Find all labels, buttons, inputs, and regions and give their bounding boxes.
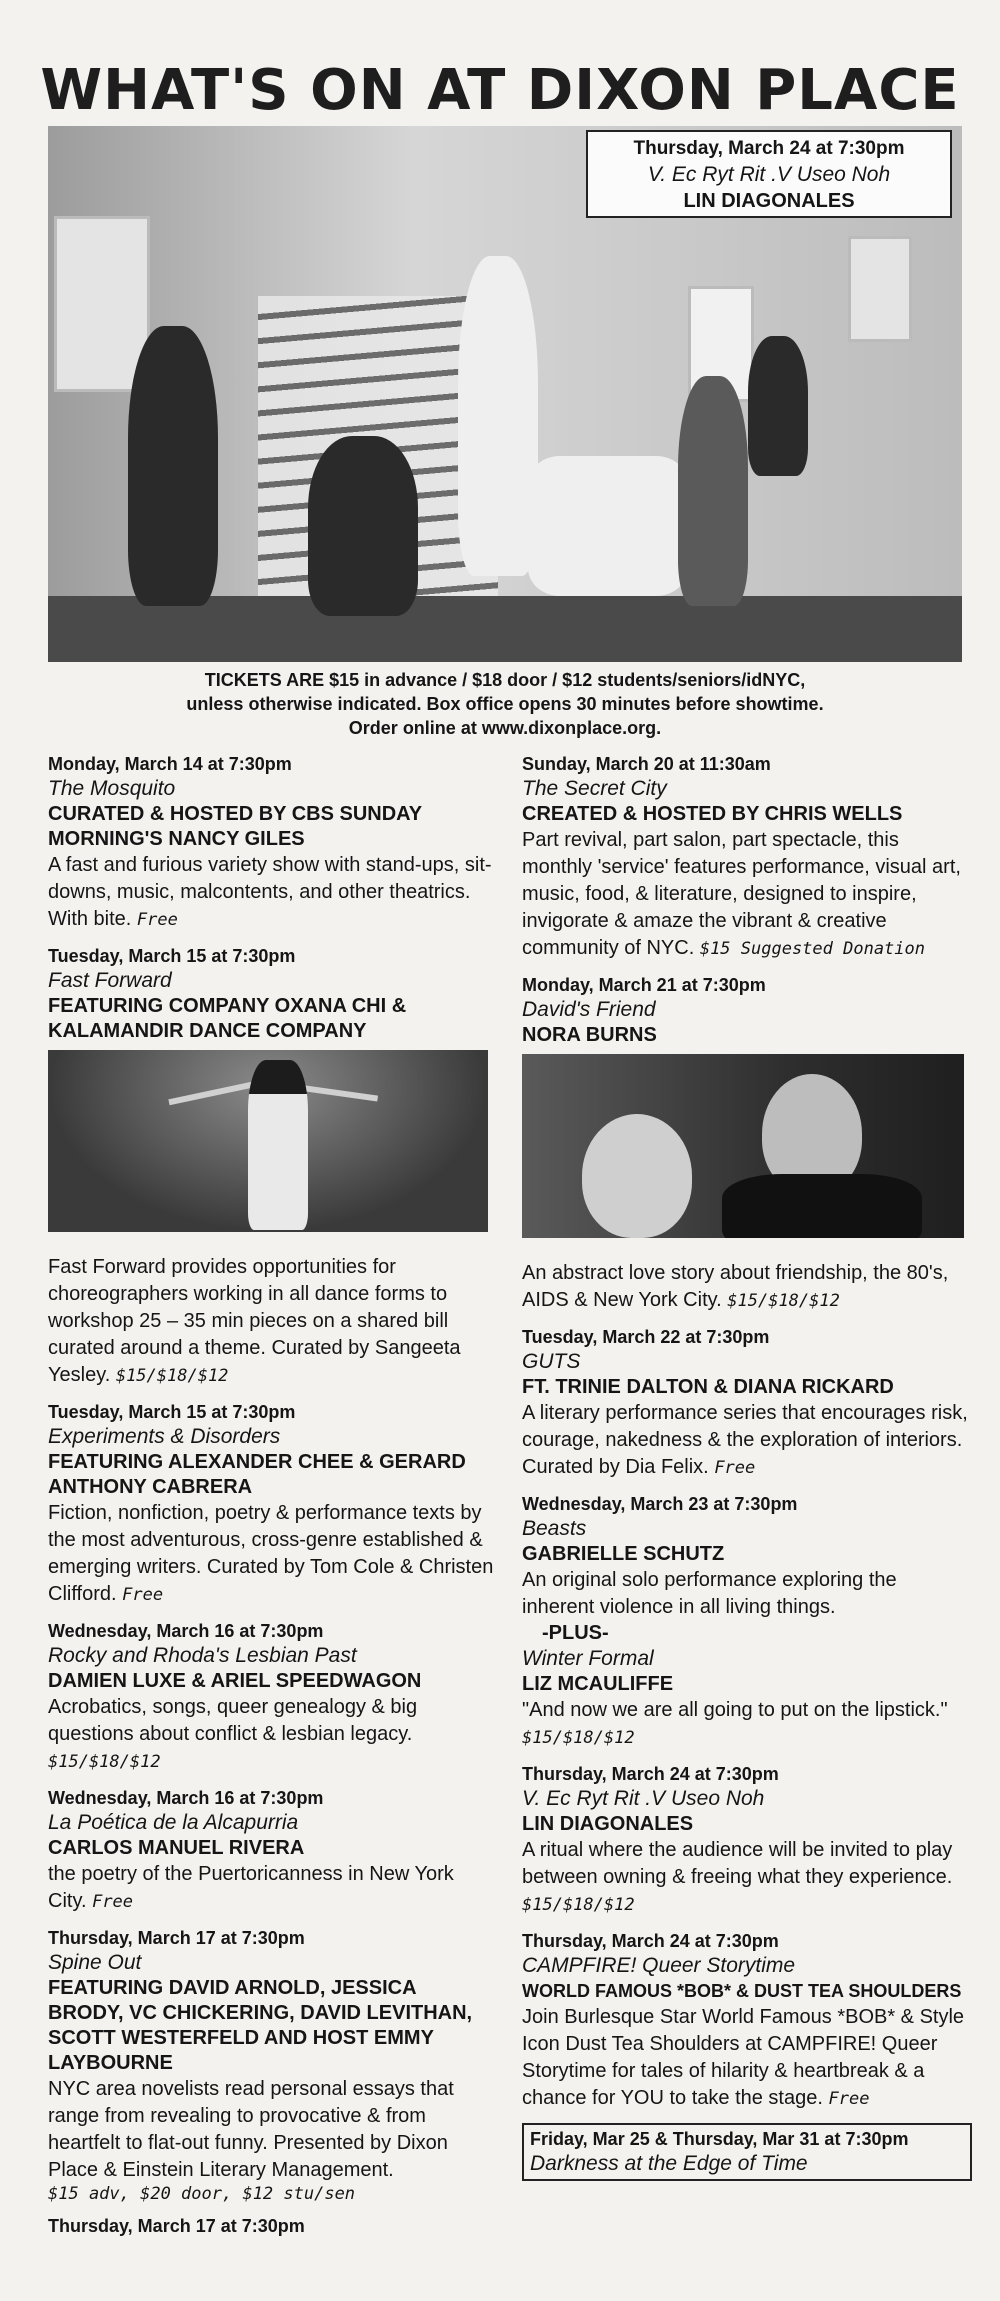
- event-title: GUTS: [522, 1350, 581, 1373]
- right-window: [848, 236, 912, 342]
- event-title: The Secret City: [522, 777, 667, 800]
- dancer-figure-2: [308, 436, 418, 616]
- event-description-text: the poetry of the Puertoricanness in New York City.: [48, 1863, 454, 1912]
- event-date: Sunday, March 20 at 11:30am: [522, 754, 771, 774]
- event-price: $15/$18/$12: [115, 1366, 229, 1386]
- event-description: [522, 1400, 972, 1482]
- event-performer: CREATED & HOSTED BY CHRIS WELLS: [522, 803, 903, 825]
- event-date: Tuesday, March 22 at 7:30pm: [522, 1327, 770, 1347]
- event-description-text: Fast Forward provides opportunities for choreographers working in all dance forms to workshop 25 – 35 min pieces on a shared bill curated around a theme. Curated by Sangeeta Yesley.: [48, 1256, 461, 1386]
- event-title: Fast Forward: [48, 969, 172, 992]
- hero-caption-performer: LIN DIAGONALES: [683, 190, 855, 212]
- event-listing: [48, 1786, 496, 1916]
- event-price: $15/$18/$12: [48, 1752, 161, 1772]
- couple-photo: [522, 1054, 964, 1238]
- event-price: $15/$18/$12: [522, 1728, 635, 1748]
- event-performer: CARLOS MANUEL RIVERA: [48, 1837, 305, 1859]
- ticket-line-1: TICKETS ARE $15 in advance / $18 door / $12 students/seniors/idNYC,: [204, 670, 806, 690]
- event-performer-2: LIZ MCAULIFFE: [522, 1673, 674, 1695]
- hero-photo: [48, 126, 962, 662]
- event-description-text: A ritual where the audience will be invited to play between owning & freeing what they experience.: [522, 1839, 953, 1888]
- event-description: [48, 1861, 496, 1916]
- dancer-figure-3: [458, 256, 538, 576]
- event-price: Free: [828, 2089, 870, 2109]
- event-listing: [48, 1619, 496, 1776]
- plus-separator: -PLUS-: [542, 1622, 609, 1644]
- event-listing: [48, 944, 496, 1390]
- event-description: [48, 1694, 496, 1776]
- right-column: [522, 752, 972, 2181]
- camera-operator: [748, 336, 808, 476]
- event-performer: FEATURING COMPANY OXANA CHI & KALAMANDIR DANCE COMPANY: [48, 995, 407, 1042]
- event-description-text: Join Burlesque Star World Famous *BOB* & Style Icon Dust Tea Shoulders at CAMPFIRE! Queer Storytime for tales of hilarity & heartbreak & a chance for YOU to take the stage.: [522, 2006, 965, 2109]
- event-title: CAMPFIRE! Queer Storytime: [522, 1954, 796, 1977]
- event-description-text: Part revival, part salon, part spectacle, this monthly 'service' features performance, visual art, music, food, & literature, designed to inspire, invigorate & amaze the vibrant & creative community of NYC.: [522, 829, 961, 959]
- event-performer: LIN DIAGONALES: [522, 1813, 694, 1835]
- dancer-silhouette: [248, 1060, 308, 1230]
- event-price: $15/$18/$12: [727, 1291, 840, 1311]
- event-title: The Mosquito: [48, 777, 176, 800]
- page-title: WHAT'S ON AT DIXON PLACE: [40, 58, 960, 123]
- dancer-arm-right: [298, 1084, 378, 1101]
- event-title: Rocky and Rhoda's Lesbian Past: [48, 1644, 357, 1667]
- event-title: Experiments & Disorders: [48, 1425, 281, 1448]
- event-listing: [522, 1325, 972, 1482]
- event-performer: DAMIEN LUXE & ARIEL SPEEDWAGON: [48, 1670, 422, 1692]
- hero-caption-date: Thursday, March 24 at 7:30pm: [633, 138, 905, 159]
- event-performer: CURATED & HOSTED BY CBS SUNDAY MORNING'S NANCY GILES: [48, 803, 422, 850]
- event-title: Beasts: [522, 1517, 587, 1540]
- event-description: [522, 1837, 972, 1919]
- event-date-cutoff: Thursday, March 17 at 7:30pm: [48, 2216, 305, 2236]
- event-listing: [522, 752, 972, 963]
- event-price: Free: [122, 1585, 164, 1605]
- event-title: Spine Out: [48, 1951, 142, 1974]
- event-price: Free: [92, 1892, 134, 1912]
- event-description-2: [522, 1697, 972, 1752]
- hero-caption-title: V. Ec Ryt Rit .V Useo Noh: [647, 163, 891, 186]
- event-price: Free: [714, 1458, 756, 1478]
- event-listing: [522, 1762, 972, 1919]
- hero-caption-box: [586, 130, 952, 218]
- event-performer: WORLD FAMOUS *BOB* & DUST TEA SHOULDERS: [522, 1981, 962, 2001]
- event-date: Wednesday, March 16 at 7:30pm: [48, 1621, 324, 1641]
- left-column: [48, 752, 496, 2238]
- event-description: [522, 827, 972, 963]
- event-listing: [522, 973, 972, 1315]
- event-date: Wednesday, March 23 at 7:30pm: [522, 1494, 798, 1514]
- event-date: Monday, March 21 at 7:30pm: [522, 975, 766, 995]
- event-listing: [522, 1929, 972, 2113]
- dancer-arm-left: [168, 1081, 257, 1106]
- face-left: [582, 1114, 692, 1238]
- ticket-line-3: Order online at www.dixonplace.org.: [348, 718, 662, 738]
- event-performer: NORA BURNS: [522, 1024, 657, 1046]
- event-performer: FT. TRINIE DALTON & DIANA RICKARD: [522, 1376, 894, 1398]
- event-description: An original solo performance exploring the inherent violence in all living things.: [522, 1569, 897, 1618]
- event-performer: GABRIELLE SCHUTZ: [522, 1543, 725, 1565]
- event-date: Thursday, March 17 at 7:30pm: [48, 1928, 305, 1948]
- event-price: $15 Suggested Donation: [699, 939, 925, 959]
- jacket: [722, 1174, 922, 1238]
- event-date: Thursday, March 24 at 7:30pm: [522, 1764, 779, 1784]
- event-date: Wednesday, March 16 at 7:30pm: [48, 1788, 324, 1808]
- event-description-text: "And now we are all going to put on the lipstick.": [522, 1699, 948, 1721]
- event-description: NYC area novelists read personal essays that range from revealing to provocative & from heartfelt to flat-out funny. Presented by Dixon Place & Einstein Literary Management.: [48, 2078, 454, 2181]
- event-listing: [48, 1400, 496, 1609]
- armchair: [528, 456, 688, 596]
- event-price: $15 adv, $20 door, $12 stu/sen: [48, 2184, 356, 2204]
- event-date: Friday, Mar 25 & Thursday, Mar 31 at 7:30pm: [530, 2129, 909, 2149]
- event-description-text: Fiction, nonfiction, poetry & performance texts by the most adventurous, cross-genre established & emerging writers. Curated by Tom Cole & Christen Clifford.: [48, 1502, 494, 1605]
- event-date: Tuesday, March 15 at 7:30pm: [48, 1402, 296, 1422]
- event-performer: FEATURING DAVID ARNOLD, JESSICA BRODY, VC CHICKERING, DAVID LEVITHAN, SCOTT WESTERFELD AND HOST EMMY LAYBOURNE: [48, 1977, 473, 2074]
- event-date: Tuesday, March 15 at 7:30pm: [48, 946, 296, 966]
- event-performer: FEATURING ALEXANDER CHEE & GERARD ANTHONY CABRERA: [48, 1451, 466, 1498]
- event-description: [48, 1500, 496, 1609]
- dancer-figure-4: [678, 376, 748, 606]
- event-listing: [522, 1492, 972, 1752]
- event-price: $15/$18/$12: [522, 1895, 635, 1915]
- event-description-text: A literary performance series that encourages risk, courage, nakedness & the exploration of interiors. Curated by Dia Felix.: [522, 1402, 968, 1478]
- event-description-text: An abstract love story about friendship, the 80's, AIDS & New York City.: [522, 1262, 949, 1311]
- event-description: [48, 1254, 496, 1390]
- ticket-line-2: unless otherwise indicated. Box office opens 30 minutes before showtime.: [186, 694, 824, 714]
- event-price: Free: [136, 910, 178, 930]
- event-description: [48, 852, 496, 934]
- event-title: La Poética de la Alcapurria: [48, 1811, 299, 1834]
- event-listing: [48, 1926, 496, 2204]
- event-title-2: Winter Formal: [522, 1647, 654, 1670]
- event-description-text: Acrobatics, songs, queer genealogy & big questions about conflict & lesbian legacy.: [48, 1696, 418, 1745]
- event-date: Monday, March 14 at 7:30pm: [48, 754, 292, 774]
- event-title: V. Ec Ryt Rit .V Useo Noh: [522, 1787, 765, 1810]
- event-description-text: A fast and furious variety show with stand-ups, sit-downs, music, malcontents, and other theatrics. With bite.: [48, 854, 492, 930]
- event-description: [522, 1260, 972, 1315]
- dancer-figure-1: [128, 326, 218, 606]
- event-listing: [48, 752, 496, 934]
- event-description: [522, 2004, 972, 2113]
- event-date: Thursday, March 24 at 7:30pm: [522, 1931, 779, 1951]
- ticket-info: [48, 668, 962, 740]
- event-title: David's Friend: [522, 998, 656, 1021]
- boxed-event-teaser: [522, 2123, 972, 2181]
- event-title: Darkness at the Edge of Time: [530, 2152, 808, 2175]
- dancer-photo: [48, 1050, 488, 1232]
